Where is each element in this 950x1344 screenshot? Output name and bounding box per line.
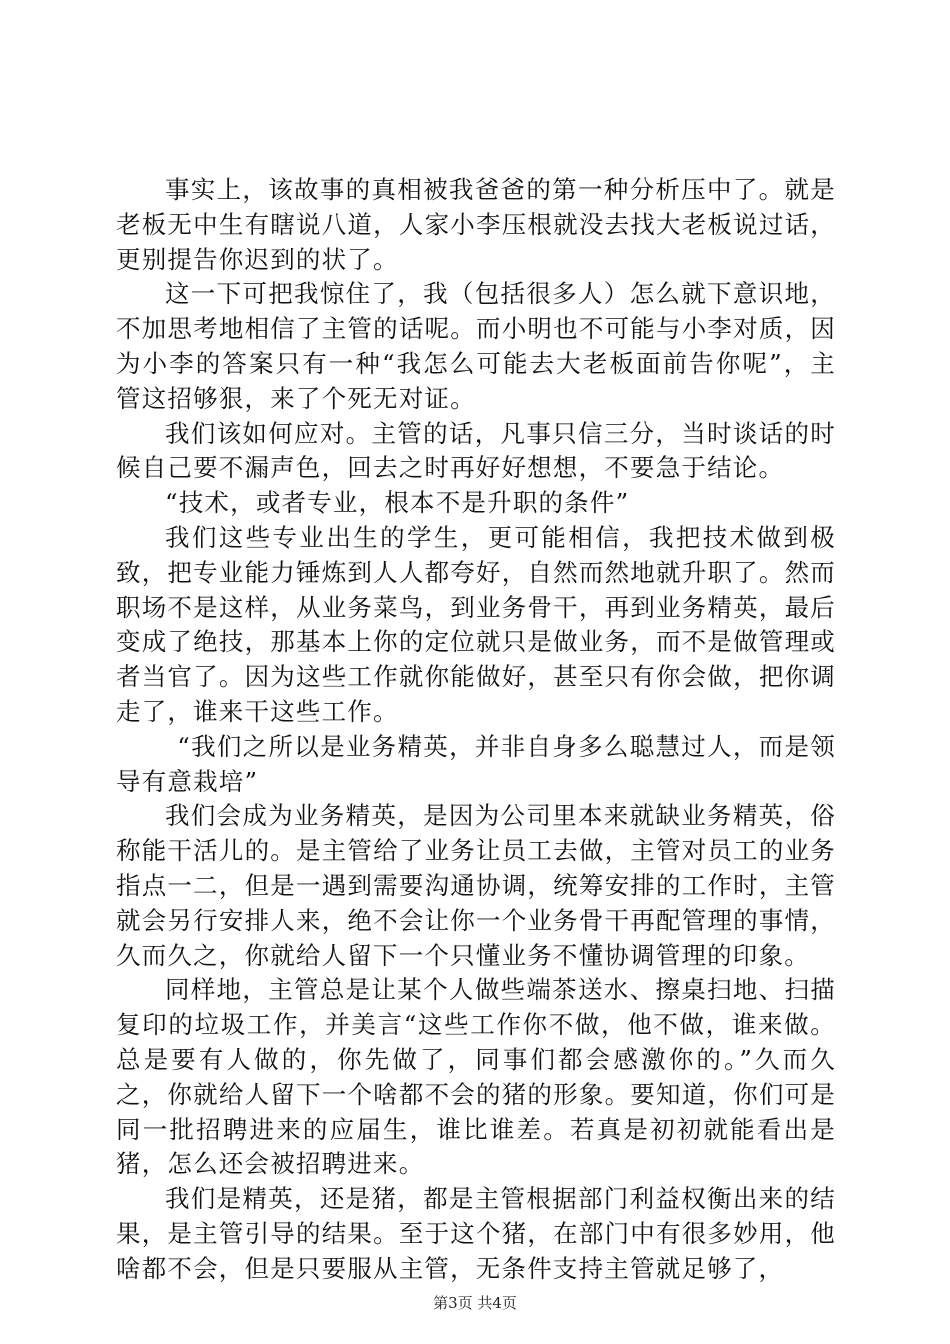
document-body: [116, 173, 836, 1287]
page-footer: [0, 1293, 950, 1313]
section-heading-2: “我们之所以是业务精英，并非自身多么聪慧过人，而是领导有意栽培”: [116, 731, 836, 796]
page-number: 第3页 共4页: [433, 1294, 517, 1312]
paragraph-5: 我们会成为业务精英，是因为公司里本来就缺业务精英，俗称能干活儿的。是主管给了业务让员工去做，主管对员工的业务指点一二，但是一遇到需要沟通协调，统筹安排的工作时，主管就会另行安排人来，绝不会让你一个业务骨干再配管理的事情，久而久之，你就给人留下一个只懂业务不懂协调管理的印象。: [116, 801, 836, 970]
paragraph-1: 事实上，该故事的真相被我爸爸的第一种分析压中了。就是老板无中生有瞎说八道，人家小李压根就没去找大老板说过话，更别提告你迟到的状了。: [116, 175, 836, 274]
section-heading-1: “技术，或者专业，根本不是升职的条件”: [165, 488, 630, 518]
paragraph-4: 我们这些专业出生的学生，更可能相信，我把技术做到极致，把专业能力锤炼到人人都夸好，自然而然地就升职了。然而职场不是这样，从业务菜鸟，到业务骨干，再到业务精英，最后变成了绝技，那基本上你的定位就只是做业务，而不是做管理或者当官了。因为这些工作就你能做好，甚至只有你会做，把你调走了，谁来干这些工作。: [116, 522, 836, 726]
paragraph-3: 我们该如何应对。主管的话，凡事只信三分，当时谈话的时候自己要不漏声色，回去之时再好好想想，不要急于结论。: [116, 418, 836, 483]
paragraph-6: 同样地，主管总是让某个人做些端茶送水、擦桌扫地、扫描复印的垃圾工作，并美言“这些工作你不做，他不做，谁来做。总是要有人做的，你先做了，同事们都会感激你的。”久而久之，你就给人留下一个啥都不会的猪的形象。要知道，你们可是同一批招聘进来的应届生，谁比谁差。若真是初初就能看出是猪，怎么还会被招聘进来。: [116, 975, 836, 1179]
paragraph-7: 我们是精英，还是猪，都是主管根据部门利益权衡出来的结果，是主管引导的结果。至于这个猪，在部门中有很多妙用，他啥都不会，但是只要服从主管，无条件支持主管就足够了，: [116, 1184, 836, 1283]
paragraph-2: 这一下可把我惊住了，我（包括很多人）怎么就下意识地，不加思考地相信了主管的话呢。而小明也不可能与小李对质，因为小李的答案只有一种“我怎么可能去大老板面前告你呢”，主管这招够狠，来了个死无对证。: [116, 279, 836, 413]
